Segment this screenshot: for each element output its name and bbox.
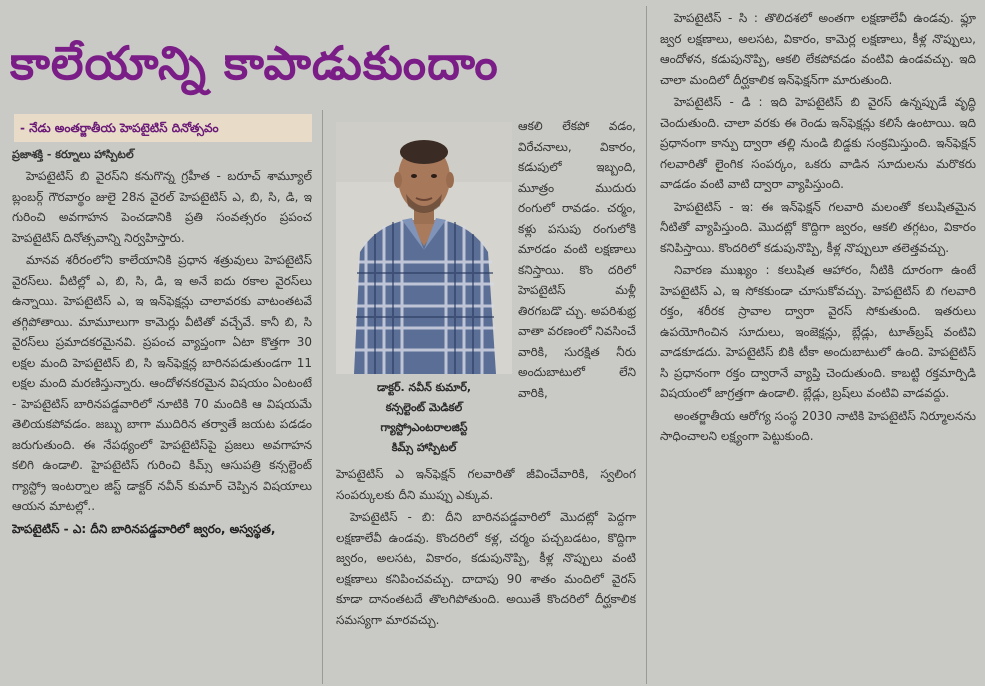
paragraph: నివారణ ముఖ్యం : కలుషిత ఆహారం, నీటికి దూరంగా ఉంటే హెపటైటిస్ ఎ, ఇ సోకకుండా చూసుకోవచ్చు. హెపటైటిస్ బి గలవారి రక్తం, శరీరక స్రావాల ద్వారా వైరస్ సోకుతుంది. ఇతరులు ఉపయోగించిన సూదులు, ఇంజెక్షన్లు, బ్లేడ్లు, టూత్‌బ్రష్ వంటివి వాడకూడదు. హెపటైటిస్ బికి టీకా అందుబాటులో ఉంది. హెపటైటిస్ సి ప్రధానంగా రక్తం ద్వారానే వ్యాప్తి చెందుతుంది. కాబట్టి రక్తమార్పిడి విషయంలో జాగ్రత్తగా ఉండాలి. బ్లేడ్లు, బ్రష్‌లు వంటివి వాడవద్దు. (660, 263, 976, 400)
caption-line: గ్యాస్ట్రోఎంటరాలజిస్ట్ (380, 421, 468, 434)
paragraph: హెపటైటిస్ - సి : తొలిదశలో అంతగా లక్షణాలేవీ ఉండవు. ఫ్లూ జ్వర లక్షణాలు, అలసట, వికారం, కామెర్ల లక్షణాలు, కీళ్ల నొప్పులు, ఆందోళన, కడుపునొప్పి, ఆకలి లేకపోవడం వంటివి ఉండవచ్చు. ఇది చాలా మందిలో దీర్ఘకాలిక ఇన్‌ఫెక్షన్‌గా మారుతుంది. (660, 11, 976, 87)
column-3 (660, 8, 976, 684)
column-1 (12, 166, 312, 684)
caption-line: కిమ్స్ హాస్పిటల్ (391, 441, 457, 454)
doctor-portrait-icon (336, 122, 512, 374)
paragraph: ఆకలి లేకపో వడం, విరేచనాలు, వికారం, కడుపులో ఇబ్బంది, మూత్రం ముదురు రంగులో రావడం. చర్మం, కళ్లు పసుపు రంగులోకి మారడం వంటి లక్షణాలు కనిస్తాయి. కొం దరిలో హెపటైటిస్ మళ్లీ తిరగబడొ చ్చు. అపరిశుభ్ర వాతా వరణంలో నివసించే వారికి, సురక్షిత నీరు అందుబాటులో లేని వారికి, (518, 119, 636, 400)
paragraph: హెపటైటిస్ బి వైరస్‌ని కనుగొన్న గ్రహీత - బరూచ్ శామ్యూల్ బ్లంబర్గ్ గౌరవార్థం జులై 28న వైరల్ హెపటైటిస్ ఎ, బి, సి, డి, ఇ గురించి అవగాహన పెంచడానికి ప్రతి సంవత్సరం ప్రపంచ హెపటైటిస్ దినోత్సవాన్ని నిర్వహిస్తారు. (12, 169, 312, 245)
column-divider (646, 6, 647, 684)
caption-line: డాక్టర్. నవీన్ కుమార్, (376, 381, 472, 394)
paragraph: మానవ శరీరంలోని కాలేయానికి ప్రధాన శత్రువులు హెపటైటిస్ వైరస్‌లు. వీటిల్లో ఎ, బి, సి, డి, ఇ అనే ఐదు రకాల వైరస్‌లు ఉన్నాయి. హెపటైటిస్ ఎ, ఇ ఇన్‌ఫెక్షన్లు చాలావరకు వాటంతటవే తగ్గిపోతాయి. మామూలుగా కామెర్లు వీటితో వచ్చేవే. కానీ బి, సి వైరస్‌లు ప్రమాదకరమైనవి. ప్రపంచ వ్యాప్తంగా ఏటా కొత్తగా 30 లక్షల మంది హెపటైటిస్ బి, సి ఇన్‌ఫెక్షన్ల బారినపడుతుండగా 11 లక్షల మంది మరణిస్తున్నారు. ఆందోళనకరమైన విషయం ఏంటంటే - హెపటైటిస్ బారినపడ్డవారిలో నూటికి 70 మందికి ఆ విషయమే తెలియకపోవడం. జబ్బు బాగా ముదిరిన తర్వాతే జయట పడడం జరుగుతుంది. ఈ నేపథ్యంలో హెపటైటిస్‌పై ప్రజలు అవగాహన కలిగి ఉండాలి. హైపటైటిస్ గురించి కిమ్స్ ఆసుపత్రి కన్సల్టెంట్ గ్యాస్ట్రో ఇంటర్నాల జిస్ట్ డాక్టర్ నవీన్ కుమార్ చెప్పిన విషయాలు ఆయన మాటల్లో.. (12, 253, 312, 513)
byline: ప్రజాశక్తి - కర్నూలు హాస్పిటల్ (12, 148, 134, 161)
paragraph: హెపటైటిస్ - బి: దీని బారినపడ్డవారిలో మొదట్లో పెద్దగా లక్షణాలేవీ ఉండవు. కొందరిలో కళ్ల, చర్మం పచ్చబడటం, కొద్దిగా జ్వరం, అలసట, వికారం, కడుపునొప్పి, కీళ్ల నొప్పులు వంటి లక్షణాలు కనిపించవచ్చు. దాదాపు 90 శాతం మందిలో వైరస్ కూడా దానంతటదే తొలగిపోతుంది. అయితే కొందరిలో దీర్ఘకాలిక సమస్యగా మారవచ్చు. (336, 510, 636, 627)
paragraph: అంతర్జాతీయ ఆరోగ్య సంస్థ 2030 నాటికి హెపటైటిస్ నిర్మూలనను సాధించాలని లక్ష్యంగా పెట్టుకుంది. (660, 408, 976, 443)
caption-line: కన్సల్టెంట్ మెడికల్ (385, 401, 463, 414)
column-2-side (518, 116, 636, 462)
paragraph: హెపటైటిస్ - ఎ: దీని బారినపడ్డవారిలో జ్వరం, అస్వస్థత, (12, 521, 276, 536)
photo-caption (336, 378, 512, 458)
headline: కాలేయాన్ని కాపాడుకుందాం (10, 36, 499, 90)
paragraph: హెపటైటిస్ - ఇ: ఈ ఇన్‌ఫెక్షన్ గలవారి మలంతో కలుషితమైన నీటితో వ్యాపిస్తుంది. మొదట్లో కొద్దిగా జ్వరం, ఆకలి తగ్గటం, వికారం కనిపిస్తాయి. కొందరిలో కడుపునొప్పి, కీళ్ల నొప్పులూ తలెత్తవచ్చు. (660, 199, 976, 255)
column-2-bottom (336, 464, 636, 684)
paragraph: హెపటైటిస్ - డి : ఇది హెపటైటిస్ బి వైరస్ ఉన్నప్పుడే వృద్ధి చెందుతుంది. చాలా వరకు ఈ రెండు ఇన్‌ఫెక్షన్లు కలిసే ఉంటాయి. ఇది ప్రధానంగా కాన్పు ద్వారా తల్లి నుండి బిడ్డకు సంక్రమిస్తుంది. ఇన్‌ఫెక్షన్ గలవారితో లైంగిక సంపర్కం, ఒకరు వాడిన సూదులను మరొకరు వాడడం వంటి వాటి ద్వారా వ్యాపిస్తుంది. (660, 95, 976, 191)
paragraph: హెపటైటిస్ ఎ ఇన్‌ఫెక్షన్ గలవారితో జీవించేవారికి, స్వలింగ సంపర్కులకు దీని ముప్పు ఎక్కువ. (336, 467, 636, 502)
subheadline: - నేడు అంతర్జాతీయ హెపటైటిస్ దినోత్సవం (14, 114, 312, 142)
column-divider (322, 110, 323, 684)
doctor-photo (336, 122, 512, 374)
